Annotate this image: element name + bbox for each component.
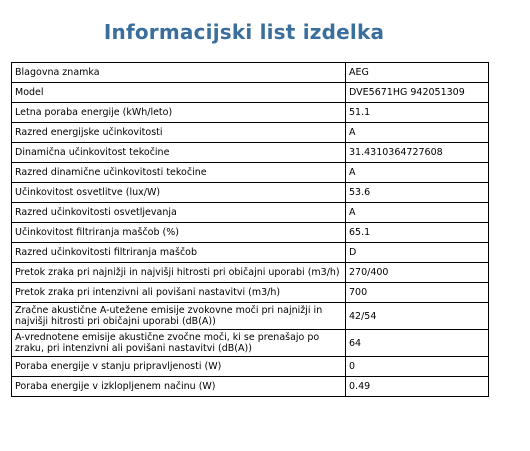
row-label-annual-energy: Letna poraba energije (kWh/leto)	[12, 103, 346, 123]
row-value-energy-class: A	[346, 123, 489, 143]
table-row	[12, 243, 489, 263]
row-value-fluid-class: A	[346, 163, 489, 183]
row-value-noise-boost: 64	[346, 330, 489, 357]
row-label-grease-efficiency: Učinkovitost filtriranja maščob (%)	[12, 223, 346, 243]
row-label-airflow-boost: Pretok zraka pri intenzivni ali povišani nastavitvi (m3/h)	[12, 283, 346, 303]
table-row	[12, 203, 489, 223]
table-row	[12, 83, 489, 103]
row-value-lighting-efficiency: 53.6	[346, 183, 489, 203]
row-value-fluid-efficiency: 31.4310364727608	[346, 143, 489, 163]
row-value-airflow-normal: 270/400	[346, 263, 489, 283]
row-value-noise-normal: 42/54	[346, 303, 489, 330]
row-label-model: Model	[12, 83, 346, 103]
row-value-airflow-boost: 700	[346, 283, 489, 303]
row-label-noise-normal: Zračne akustične A-utežene emisije zvokovne moči pri najnižji in najvišji hitrosti pri običajni uporabi (dB(A))	[12, 303, 346, 330]
row-label-grease-class: Razred učinkovitosti filtriranja maščob	[12, 243, 346, 263]
row-value-annual-energy: 51.1	[346, 103, 489, 123]
table-row	[12, 143, 489, 163]
row-label-standby-power: Poraba energije v stanju pripravljenosti (W)	[12, 357, 346, 377]
table-row	[12, 283, 489, 303]
table-row	[12, 263, 489, 283]
table-row	[12, 223, 489, 243]
row-label-fluid-efficiency: Dinamična učinkovitost tekočine	[12, 143, 346, 163]
row-label-airflow-normal: Pretok zraka pri najnižji in najvišji hitrosti pri običajni uporabi (m3/h)	[12, 263, 346, 283]
table-row	[12, 377, 489, 397]
row-value-standby-power: 0	[346, 357, 489, 377]
row-label-off-mode-power: Poraba energije v izklopljenem načinu (W)	[12, 377, 346, 397]
row-value-grease-efficiency: 65.1	[346, 223, 489, 243]
row-value-brand: AEG	[346, 63, 489, 83]
table-row	[12, 163, 489, 183]
row-label-lighting-class: Razred učinkovitosti osvetljevanja	[12, 203, 346, 223]
product-info-table	[11, 62, 489, 397]
row-value-lighting-class: A	[346, 203, 489, 223]
table-row	[12, 123, 489, 143]
table-row	[12, 183, 489, 203]
row-value-model: DVE5671HG 942051309	[346, 83, 489, 103]
table-row	[12, 103, 489, 123]
row-label-fluid-class: Razred dinamične učinkovitosti tekočine	[12, 163, 346, 183]
page-title: Informacijski list izdelka	[103, 20, 385, 44]
row-value-grease-class: D	[346, 243, 489, 263]
row-label-brand: Blagovna znamka	[12, 63, 346, 83]
table-row	[12, 357, 489, 377]
table-row	[12, 63, 489, 83]
table-row	[12, 330, 489, 357]
row-label-energy-class: Razred energijske učinkovitosti	[12, 123, 346, 143]
row-label-lighting-efficiency: Učinkovitost osvetlitve (lux/W)	[12, 183, 346, 203]
row-value-off-mode-power: 0.49	[346, 377, 489, 397]
row-label-noise-boost: A-vrednotene emisije akustične zvočne moči, ki se prenašajo po zraku, pri intenzivni ali povišani nastavitvi (dB(A))	[12, 330, 346, 357]
table-row	[12, 303, 489, 330]
